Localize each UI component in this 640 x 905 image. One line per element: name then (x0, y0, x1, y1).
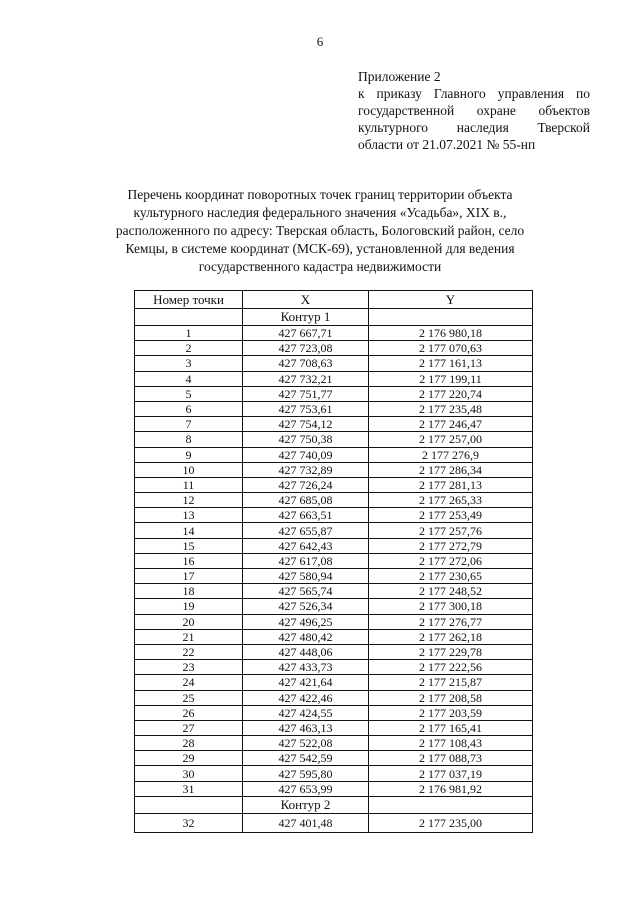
table-row (135, 386, 533, 401)
point-number-cell: 5 (135, 386, 243, 401)
table-row (135, 660, 533, 675)
y-coordinate-cell: 2 177 230,65 (369, 569, 533, 584)
y-coordinate-cell: 2 177 220,74 (369, 386, 533, 401)
point-number-cell: 31 (135, 781, 243, 796)
y-coordinate-cell: 2 177 235,00 (369, 813, 533, 832)
point-number-cell: 23 (135, 660, 243, 675)
x-coordinate-cell: 427 401,48 (243, 813, 369, 832)
table-row (135, 599, 533, 614)
y-coordinate-cell: 2 177 300,18 (369, 599, 533, 614)
y-coordinate-cell: 2 177 203,59 (369, 705, 533, 720)
contour-label: Контур 2 (243, 796, 369, 813)
x-coordinate-cell: 427 663,51 (243, 508, 369, 523)
point-number-cell: 22 (135, 644, 243, 659)
x-coordinate-cell: 427 751,77 (243, 386, 369, 401)
table-row (135, 538, 533, 553)
x-coordinate-cell: 427 653,99 (243, 781, 369, 796)
y-coordinate-cell: 2 177 276,77 (369, 614, 533, 629)
x-coordinate-cell: 427 723,08 (243, 341, 369, 356)
y-coordinate-cell: 2 177 208,58 (369, 690, 533, 705)
table-row (135, 462, 533, 477)
point-number-cell: 9 (135, 447, 243, 462)
appendix-line: области от 21.07.2021 № 55-нп (358, 137, 536, 152)
empty-cell (369, 309, 533, 326)
table-row (135, 371, 533, 386)
y-coordinate-cell: 2 177 070,63 (369, 341, 533, 356)
y-coordinate-cell: 2 177 257,76 (369, 523, 533, 538)
table-body (135, 309, 533, 833)
title-line: государственного кадастра недвижимости (198, 259, 442, 274)
point-number-cell: 15 (135, 538, 243, 553)
document-title (88, 186, 552, 276)
y-coordinate-cell: 2 177 281,13 (369, 477, 533, 492)
y-coordinate-cell: 2 177 165,41 (369, 720, 533, 735)
x-coordinate-cell: 427 708,63 (243, 356, 369, 371)
point-number-cell: 30 (135, 766, 243, 781)
title-line: Перечень координат поворотных точек границ территории объекта (127, 187, 513, 202)
y-coordinate-cell: 2 177 246,47 (369, 417, 533, 432)
x-coordinate-cell: 427 617,08 (243, 553, 369, 568)
x-coordinate-cell: 427 685,08 (243, 493, 369, 508)
empty-cell (369, 796, 533, 813)
appendix-heading: Приложение 2 (358, 69, 441, 84)
x-coordinate-cell: 427 732,21 (243, 371, 369, 386)
x-coordinate-cell: 427 642,43 (243, 538, 369, 553)
table-row (135, 736, 533, 751)
page-number: 6 (316, 34, 324, 49)
x-coordinate-cell: 427 526,34 (243, 599, 369, 614)
point-number-cell: 16 (135, 553, 243, 568)
x-coordinate-cell: 427 448,06 (243, 644, 369, 659)
point-number-cell: 25 (135, 690, 243, 705)
header-point-number: Номер точки (135, 291, 243, 309)
appendix-line: государственной охране объектов (358, 103, 590, 118)
y-coordinate-cell: 2 177 272,06 (369, 553, 533, 568)
x-coordinate-cell: 427 580,94 (243, 569, 369, 584)
point-number-cell: 2 (135, 341, 243, 356)
y-coordinate-cell: 2 177 222,56 (369, 660, 533, 675)
table-row (135, 401, 533, 416)
table-row (135, 781, 533, 796)
y-coordinate-cell: 2 177 265,33 (369, 493, 533, 508)
table-row (135, 813, 533, 832)
y-coordinate-cell: 2 177 161,13 (369, 356, 533, 371)
point-number-cell: 21 (135, 629, 243, 644)
table-row (135, 477, 533, 492)
point-number-cell: 32 (135, 813, 243, 832)
point-number-cell: 8 (135, 432, 243, 447)
appendix-line: культурного наследия Тверской (358, 120, 590, 135)
contour-label: Контур 1 (243, 309, 369, 326)
point-number-cell: 1 (135, 326, 243, 341)
table-row (135, 326, 533, 341)
title-line: культурного наследия федерального значения «Усадьба», XIX в., (133, 205, 507, 220)
point-number-cell: 19 (135, 599, 243, 614)
point-number-cell: 17 (135, 569, 243, 584)
point-number-cell: 18 (135, 584, 243, 599)
x-coordinate-cell: 427 667,71 (243, 326, 369, 341)
y-coordinate-cell: 2 177 253,49 (369, 508, 533, 523)
x-coordinate-cell: 427 421,64 (243, 675, 369, 690)
x-coordinate-cell: 427 740,09 (243, 447, 369, 462)
point-number-cell: 28 (135, 736, 243, 751)
point-number-cell: 24 (135, 675, 243, 690)
x-coordinate-cell: 427 433,73 (243, 660, 369, 675)
y-coordinate-cell: 2 177 262,18 (369, 629, 533, 644)
y-coordinate-cell: 2 176 980,18 (369, 326, 533, 341)
x-coordinate-cell: 427 595,80 (243, 766, 369, 781)
x-coordinate-cell: 427 655,87 (243, 523, 369, 538)
y-coordinate-cell: 2 176 981,92 (369, 781, 533, 796)
y-coordinate-cell: 2 177 235,48 (369, 401, 533, 416)
table-row (135, 690, 533, 705)
table-row (135, 341, 533, 356)
point-number-cell: 3 (135, 356, 243, 371)
table-row (135, 553, 533, 568)
y-coordinate-cell: 2 177 229,78 (369, 644, 533, 659)
point-number-cell: 6 (135, 401, 243, 416)
y-coordinate-cell: 2 177 108,43 (369, 736, 533, 751)
y-coordinate-cell: 2 177 199,11 (369, 371, 533, 386)
x-coordinate-cell: 427 542,59 (243, 751, 369, 766)
point-number-cell: 13 (135, 508, 243, 523)
point-number-cell: 29 (135, 751, 243, 766)
empty-cell (135, 309, 243, 326)
x-coordinate-cell: 427 753,61 (243, 401, 369, 416)
appendix-line: к приказу Главного управления по (358, 86, 590, 101)
table-row (135, 569, 533, 584)
table-row (135, 523, 533, 538)
contour-row (135, 309, 533, 326)
y-coordinate-cell: 2 177 286,34 (369, 462, 533, 477)
x-coordinate-cell: 427 522,08 (243, 736, 369, 751)
table-row (135, 584, 533, 599)
table-row (135, 720, 533, 735)
table-row (135, 629, 533, 644)
contour-row (135, 796, 533, 813)
table-row (135, 508, 533, 523)
x-coordinate-cell: 427 496,25 (243, 614, 369, 629)
title-line: расположенного по адресу: Тверская область, Бологовский район, село (115, 223, 525, 238)
y-coordinate-cell: 2 177 276,9 (369, 447, 533, 462)
table-row (135, 675, 533, 690)
x-coordinate-cell: 427 726,24 (243, 477, 369, 492)
y-coordinate-cell: 2 177 037,19 (369, 766, 533, 781)
point-number-cell: 20 (135, 614, 243, 629)
table-row (135, 751, 533, 766)
x-coordinate-cell: 427 732,89 (243, 462, 369, 477)
table-row (135, 766, 533, 781)
x-coordinate-cell: 427 422,46 (243, 690, 369, 705)
coordinates-table (134, 290, 533, 833)
y-coordinate-cell: 2 177 248,52 (369, 584, 533, 599)
point-number-cell: 12 (135, 493, 243, 508)
table-row (135, 705, 533, 720)
x-coordinate-cell: 427 565,74 (243, 584, 369, 599)
table-header-row (135, 291, 533, 309)
point-number-cell: 14 (135, 523, 243, 538)
x-coordinate-cell: 427 750,38 (243, 432, 369, 447)
y-coordinate-cell: 2 177 257,00 (369, 432, 533, 447)
table-row (135, 432, 533, 447)
point-number-cell: 27 (135, 720, 243, 735)
y-coordinate-cell: 2 177 215,87 (369, 675, 533, 690)
x-coordinate-cell: 427 754,12 (243, 417, 369, 432)
table-row (135, 614, 533, 629)
table-row (135, 644, 533, 659)
y-coordinate-cell: 2 177 272,79 (369, 538, 533, 553)
x-coordinate-cell: 427 480,42 (243, 629, 369, 644)
table-row (135, 356, 533, 371)
table-row (135, 447, 533, 462)
header-x: X (243, 291, 369, 309)
x-coordinate-cell: 427 463,13 (243, 720, 369, 735)
point-number-cell: 26 (135, 705, 243, 720)
table-row (135, 417, 533, 432)
point-number-cell: 4 (135, 371, 243, 386)
table-row (135, 493, 533, 508)
y-coordinate-cell: 2 177 088,73 (369, 751, 533, 766)
appendix-note (358, 68, 590, 153)
x-coordinate-cell: 427 424,55 (243, 705, 369, 720)
empty-cell (135, 796, 243, 813)
point-number-cell: 10 (135, 462, 243, 477)
title-line: Кемцы, в системе координат (МСК-69), установленной для ведения (125, 241, 515, 256)
header-y: Y (369, 291, 533, 309)
point-number-cell: 11 (135, 477, 243, 492)
point-number-cell: 7 (135, 417, 243, 432)
